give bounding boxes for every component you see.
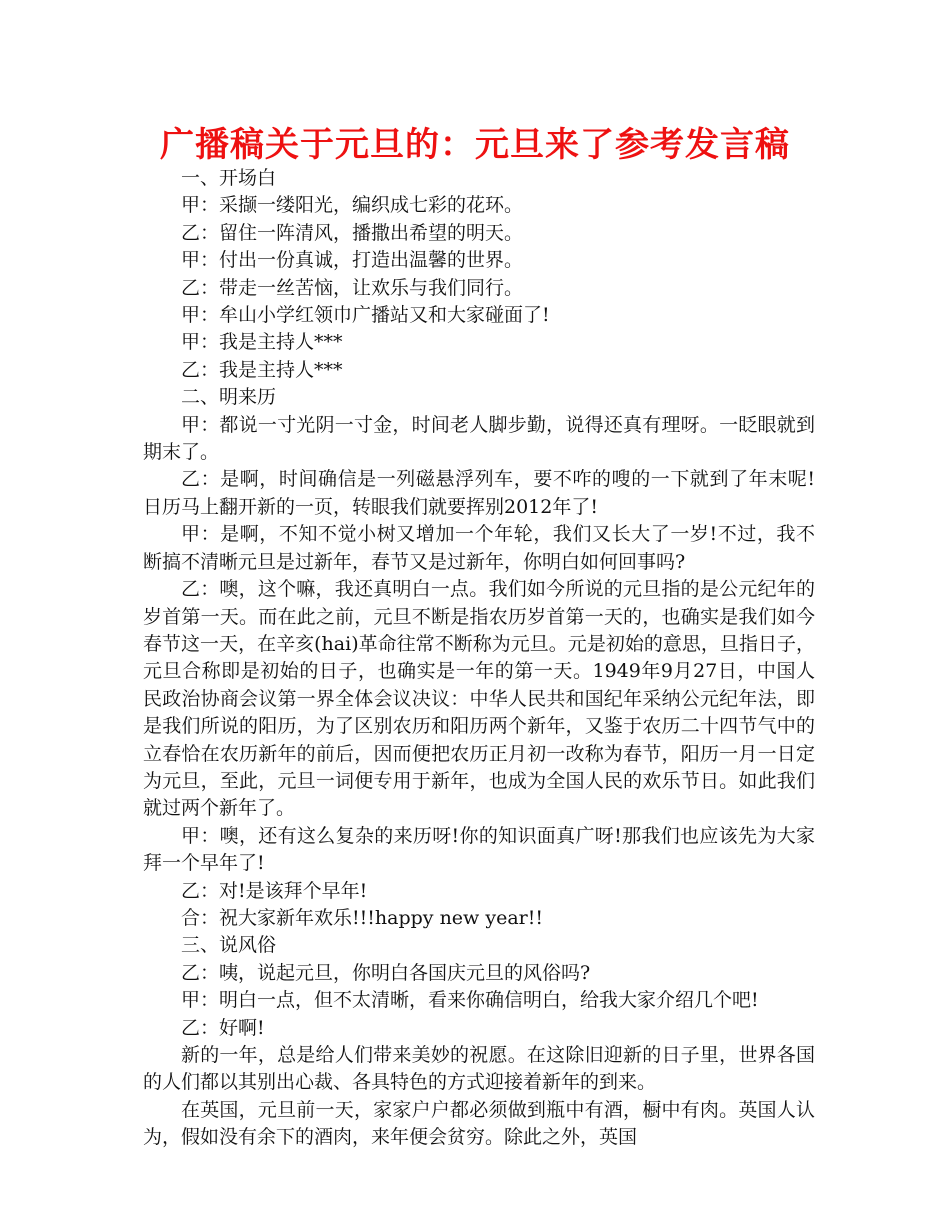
paragraph: 新的一年，总是给人们带来美妙的祝愿。在这除旧迎新的日子里，世界各国的人们都以其别出心裁、各具特色的方式迎接着新年的到来。	[143, 1044, 815, 1094]
paragraph: 甲：是啊，不知不觉小树又增加一个年轮，我们又长大了一岁!不过，我不断搞不清晰元旦是过新年，春节又是过新年，你明白如何回事吗?	[143, 523, 815, 573]
paragraph: 二、明来历	[181, 386, 277, 409]
paragraph: 乙：我是主持人***	[181, 358, 343, 381]
paragraph: 乙：咦，说起元旦，你明白各国庆元旦的风俗吗?	[181, 961, 591, 984]
document-title: 广播稿关于元旦的：元旦来了参考发言稿	[160, 125, 790, 165]
paragraph: 甲：明白一点，但不太清晰，看来你确信明白，给我大家介绍几个吧!	[181, 989, 759, 1012]
document-body	[143, 165, 815, 1152]
paragraph: 甲：采撷一缕阳光，编织成七彩的花环。	[181, 194, 524, 217]
paragraph: 乙：留住一阵清风，播撒出希望的明天。	[181, 221, 524, 244]
paragraph: 一、开场白	[181, 167, 277, 189]
paragraph: 甲：都说一寸光阴一寸金，时间老人脚步勤，说得还真有理呀。一眨眼就到期末了。	[143, 413, 815, 464]
paragraph: 合：祝大家新年欢乐!!!happy new year!!	[181, 906, 544, 929]
paragraph: 甲：我是主持人***	[181, 331, 343, 354]
paragraph: 在英国，元旦前一天，家家户户都必须做到瓶中有酒，橱中有肉。英国人认为，假如没有余下的酒肉，来年便会贫穷。除此之外，英国	[143, 1098, 815, 1149]
paragraph: 乙：噢，这个嘛，我还真明白一点。我们如今所说的元旦指的是公元纪年的岁首第一天。而在此之前，元旦不断是指农历岁首第一天的，也确实是我们如今春节这一天，在辛亥(hai)革命往常不断称为元旦。元是初始的意思，旦指日子，元旦合称即是初始的日子，也确实是一年的第一天。1949年9月27日，中国人民政治协商会议第一界全体会议决议：中华人民共和国纪年采纳公元纪年法，即是我们所说的阳历，为了区别农历和阳历两个新年，又鉴于农历二十四节气中的立春恰在农历新年的前后，因而便把农历正月初一改称为春节，阳历一月一日定为元旦，至此，元旦一词便专用于新年，也成为全国人民的欢乐节日。如此我们就过两个新年了。	[143, 578, 815, 820]
paragraph: 乙：带走一丝苦恼，让欢乐与我们同行。	[181, 276, 524, 299]
paragraph: 甲：付出一份真诚，打造出温馨的世界。	[181, 249, 524, 272]
paragraph: 甲：牟山小学红领巾广播站又和大家碰面了!	[181, 304, 550, 327]
paragraph: 三、说风俗	[181, 934, 277, 957]
paragraph: 甲：噢，还有这么复杂的来历呀!你的知识面真广呀!那我们也应该先为大家拜一个早年了!	[143, 824, 815, 875]
paragraph: 乙：是啊，时间确信是一列磁悬浮列车，要不咋的嗖的一下就到了年末呢!日历马上翻开新的一页，转眼我们就要挥别2012年了!	[143, 468, 815, 518]
paragraph: 乙：对!是该拜个早年!	[181, 879, 368, 902]
paragraph: 乙：好啊!	[181, 1016, 265, 1039]
